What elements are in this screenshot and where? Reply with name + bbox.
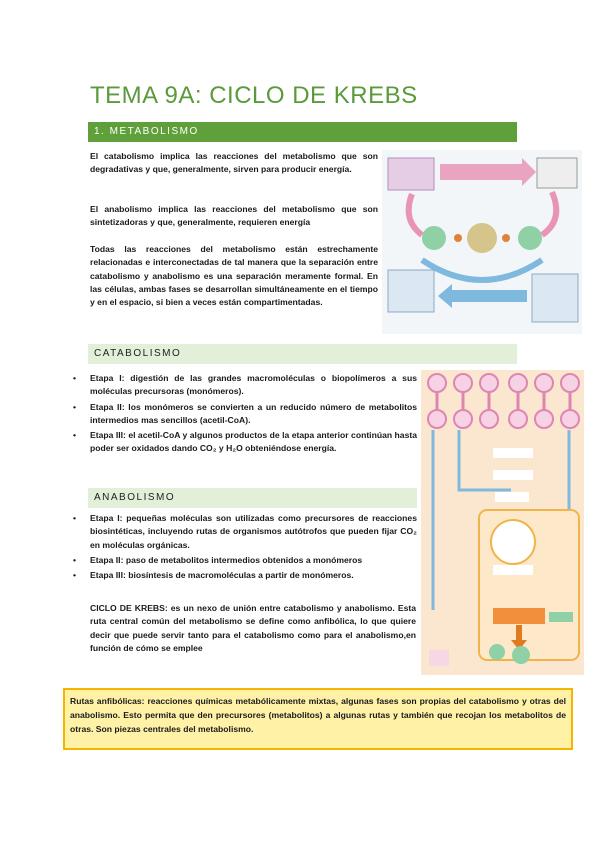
metabolic-pathways-figure — [421, 370, 584, 675]
section-header-metabolismo: 1. METABOLISMO — [88, 122, 517, 142]
list-item: • Etapa I: pequeñas moléculas son utilizadas como precursores de reacciones biosintéticas, incluyendo rutas de organismos autótrofos que pueden fijar CO₂ en moléculas orgánicas. — [73, 513, 417, 550]
metabolism-overview-figure — [382, 150, 582, 334]
paragraph-catabolismo: El catabolismo implica las reacciones del metabolismo que son degradativas y que, generalmente, sirven para producir energía. — [90, 151, 378, 175]
anabolismo-list — [73, 512, 417, 584]
list-item: • Etapa III: el acetil-CoA y algunos productos de la etapa anterior continúan hasta poder ser oxidados dando CO₂ y H₂O obteniéndose energía. — [73, 430, 417, 454]
list-item: • Etapa I: digestión de las grandes macromoléculas o biopolímeros a sus moléculas precursoras (monómeros). — [73, 373, 417, 397]
page-title: TEMA 9A: CICLO DE KREBS — [90, 82, 418, 109]
list-item: • Etapa II: paso de metabolitos intermedios obtenidos a monómeros — [73, 554, 363, 565]
list-item: • Etapa III: biosíntesis de macromoléculas a partir de monómeros. — [73, 570, 354, 581]
paragraph-anabolismo: El anabolismo implica las reacciones del metabolismo que son sintetizadoras y que, generalmente, requieren energía — [90, 204, 378, 228]
list-item: • Etapa II: los monómeros se convierten a un reducido número de metabolitos intermedios mas sencillos (acetil-CoA). — [73, 401, 417, 425]
section-header-catabolismo: CATABOLISMO — [88, 344, 517, 364]
paragraph-ciclo-krebs: CICLO DE KREBS: es un nexo de unión entre catabolismo y anabolismo. Esta ruta central común del metabolismo se define como anfibólica, lo que quiere decir que puede servir tanto para el catabolismo como para el anabolismo,en función de cómo se emplee — [90, 603, 416, 653]
catabolismo-list — [73, 372, 417, 458]
paragraph-relacion: Todas las reacciones del metabolismo están estrechamente relacionadas e interconectadas de tal manera que la separación entre catabolismo y anabolismo es una separación meramente formal. En las células, ambas fases se desarrollan simultáneamente en el tiempo y en el espacio, si bien a veces están compartimentadas. — [90, 244, 378, 308]
section-header-anabolismo: ANABOLISMO — [88, 488, 417, 508]
rutas-anfibolicas-note: Rutas anfibólicas: reacciones químicas metabólicamente mixtas, algunas fases son propias del catabolismo y otras del anabolismo. Esto permita que den precursores (metabolitos) a algunas rutas y también que recojan los metabolitos de otras. Son piezas centrales del metabolismo. — [63, 688, 573, 750]
